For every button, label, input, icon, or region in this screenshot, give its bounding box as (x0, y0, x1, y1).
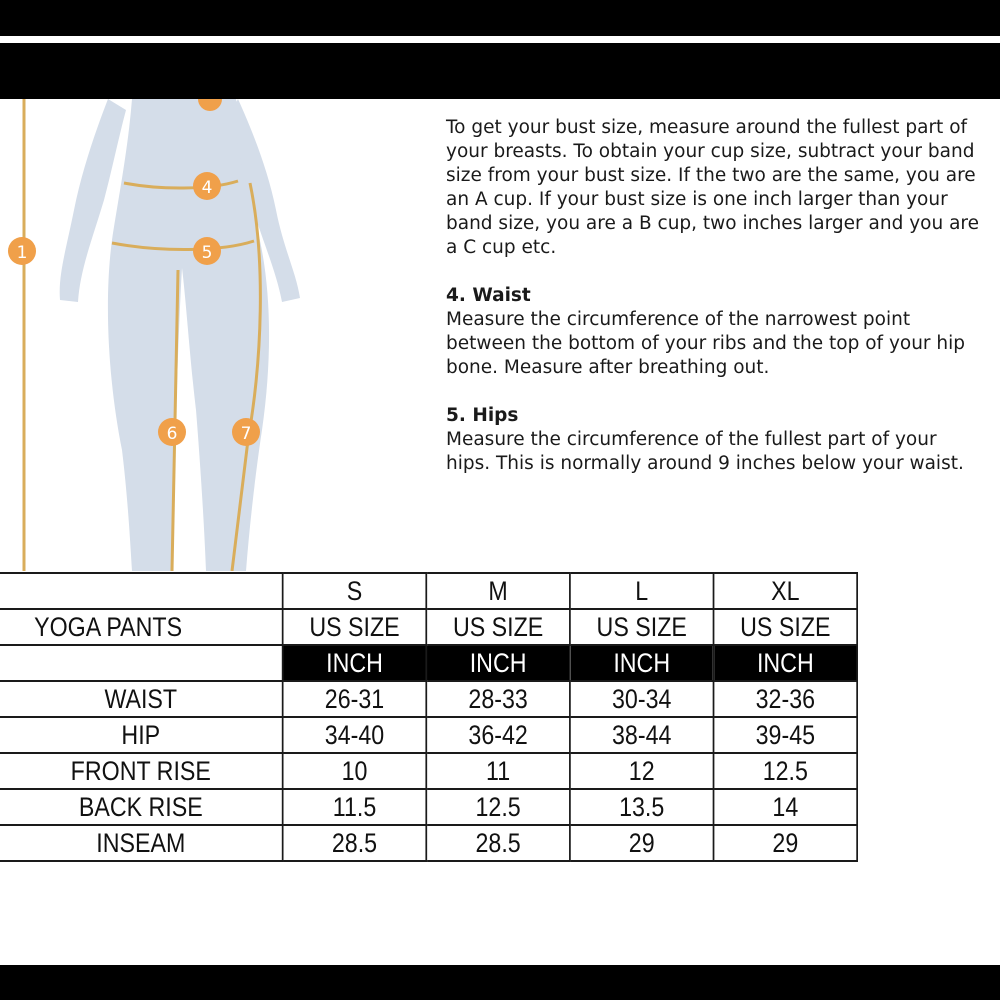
body-silhouette (60, 99, 300, 571)
cell-value: 12.5 (714, 753, 858, 789)
cell-value: 36-42 (426, 717, 570, 753)
marker-6-label: 6 (166, 424, 178, 444)
cell-value: 14 (714, 789, 858, 825)
row-label: INSEAM (0, 825, 283, 861)
row-label: WAIST (0, 681, 283, 717)
cell-value: 12 (570, 753, 714, 789)
empty-cell (0, 645, 283, 681)
bust-instructions: To get your bust size, measure around the fullest part of your breasts. To obtain your cup size, subtract your band size from your bust size. If the two are the same, you are an A cup. If your bust size is one inch larger than your band size, you are a B cup, two inches larger and you are a C cup etc. (446, 117, 980, 258)
size-xl: XL (714, 573, 858, 609)
waist-heading: 4. Waist (446, 285, 531, 306)
marker-1 (8, 237, 36, 265)
hips-section (446, 404, 986, 476)
row-label: HIP (0, 717, 283, 753)
table-row (0, 717, 857, 753)
marker-1-label: 1 (16, 243, 28, 263)
measurement-instructions (446, 116, 986, 476)
table-row (0, 681, 857, 717)
top-black-bar (0, 0, 1000, 36)
waist-section (446, 284, 986, 380)
marker-6 (158, 418, 186, 446)
size-system-l: US SIZE (570, 609, 714, 645)
unit-row (0, 645, 857, 681)
bottom-black-bar (0, 965, 1000, 1000)
cell-value: 28-33 (426, 681, 570, 717)
table-row (0, 825, 857, 861)
cell-value: 11 (426, 753, 570, 789)
cell-value: 29 (714, 825, 858, 861)
cell-value: 30-34 (570, 681, 714, 717)
cell-value: 32-36 (714, 681, 858, 717)
table-row (0, 789, 857, 825)
unit-xl: INCH (714, 645, 858, 681)
header-black-bar (0, 43, 1000, 99)
product-name: YOGA PANTS (0, 609, 283, 645)
hips-heading: 5. Hips (446, 405, 519, 426)
empty-cell (0, 573, 283, 609)
cell-value: 13.5 (570, 789, 714, 825)
marker-7-label: 7 (240, 424, 252, 444)
size-system-s: US SIZE (283, 609, 427, 645)
waist-text: Measure the circumference of the narrowest point between the bottom of your ribs and the top of your hip bone. Measure after breathing out. (446, 309, 966, 378)
size-system-xl: US SIZE (714, 609, 858, 645)
marker-7 (232, 418, 260, 446)
size-header-row (0, 573, 857, 609)
cell-value: 29 (570, 825, 714, 861)
row-label: FRONT RISE (0, 753, 283, 789)
marker-5 (193, 237, 221, 265)
cell-value: 10 (283, 753, 427, 789)
size-system-row (0, 609, 857, 645)
cell-value: 28.5 (283, 825, 427, 861)
unit-l: INCH (570, 645, 714, 681)
size-m: M (426, 573, 570, 609)
size-l: L (570, 573, 714, 609)
cell-value: 12.5 (426, 789, 570, 825)
cell-value: 34-40 (283, 717, 427, 753)
table-row (0, 753, 857, 789)
unit-m: INCH (426, 645, 570, 681)
size-system-m: US SIZE (426, 609, 570, 645)
body-measurement-figure (0, 99, 420, 571)
size-s: S (283, 573, 427, 609)
unit-s: INCH (283, 645, 427, 681)
cell-value: 28.5 (426, 825, 570, 861)
size-chart-table (0, 572, 858, 862)
hips-text: Measure the circumference of the fullest part of your hips. This is normally around 9 inches below your waist. (446, 429, 964, 474)
marker-4-label: 4 (201, 178, 213, 198)
marker-5-label: 5 (201, 243, 213, 263)
cell-value: 26-31 (283, 681, 427, 717)
cell-value: 38-44 (570, 717, 714, 753)
marker-4 (193, 172, 221, 200)
row-label: BACK RISE (0, 789, 283, 825)
cell-value: 11.5 (283, 789, 427, 825)
cell-value: 39-45 (714, 717, 858, 753)
